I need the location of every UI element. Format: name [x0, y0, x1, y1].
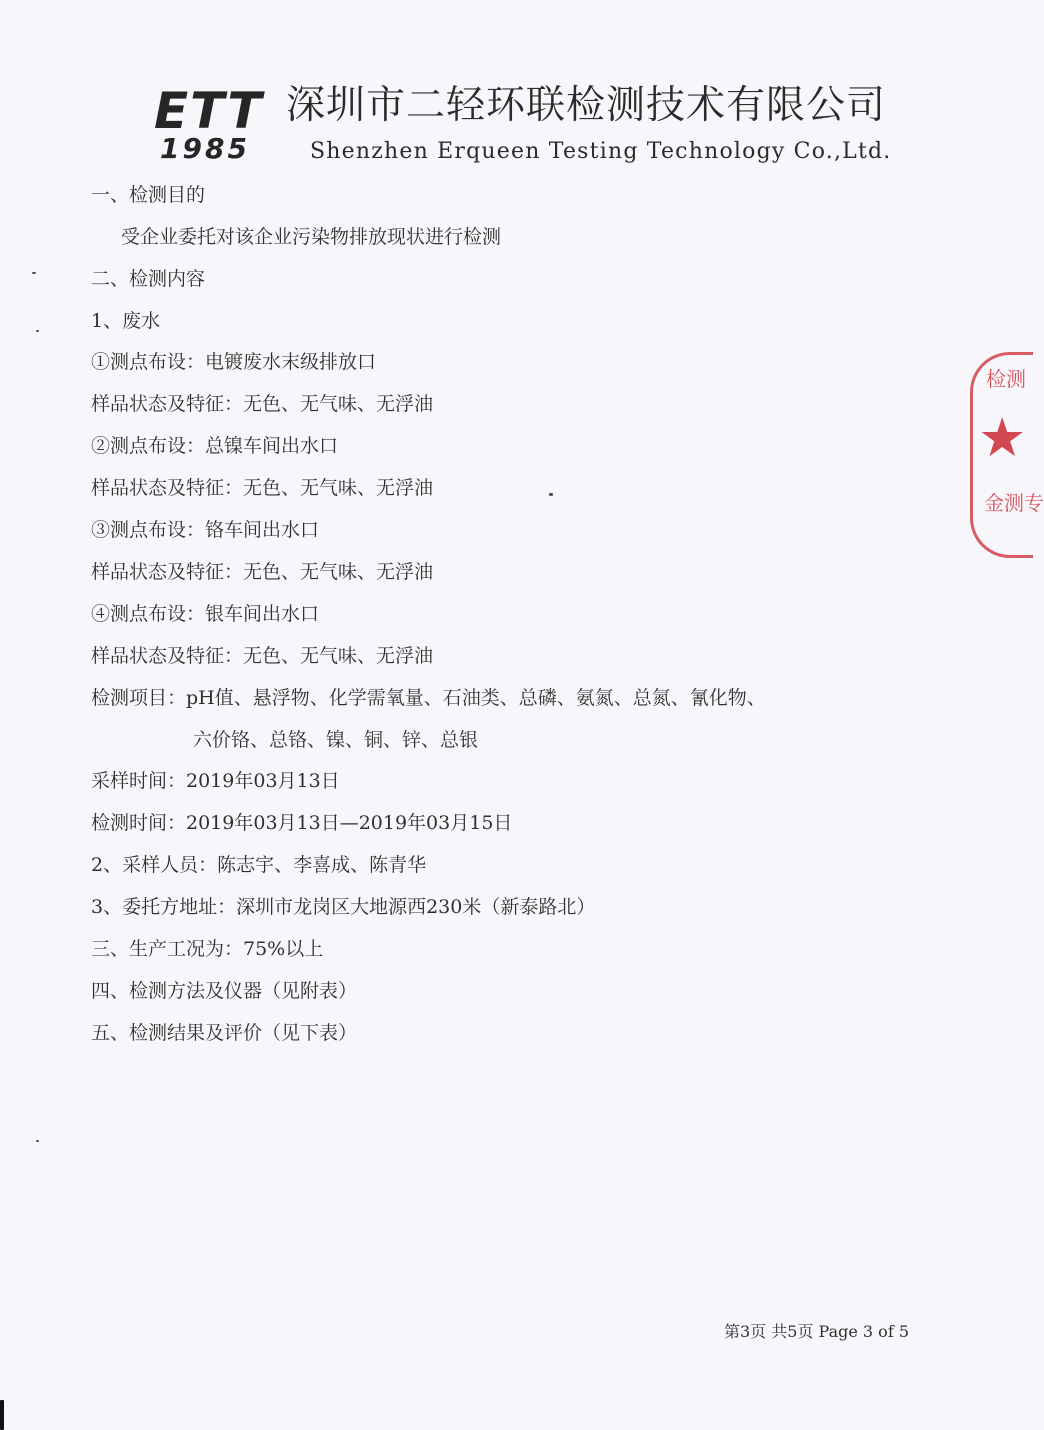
logo-year: 1985 — [160, 132, 250, 165]
test-items-line-2: 六价铬、总铬、镍、铜、锌、总银 — [193, 729, 479, 751]
point-2-state: 样品状态及特征：无色、无气味、无浮油 — [91, 477, 434, 499]
stamp-text-bottom: 金测专 — [984, 491, 1044, 515]
section-1-title: 一、检测目的 — [91, 184, 206, 206]
point-3-state: 样品状态及特征：无色、无气味、无浮油 — [91, 561, 434, 583]
company-name-cn: 深圳市二轻环联检测技术有限公司 — [286, 83, 887, 128]
section-2-title: 二、检测内容 — [91, 268, 206, 290]
testing-time: 检测时间：2019年03月13日—2019年03月15日 — [91, 812, 513, 834]
section-3: 三、生产工况为：75%以上 — [91, 938, 324, 960]
test-items-line-1: 检测项目：pH值、悬浮物、化学需氧量、石油类、总磷、氨氮、总氮、氰化物、 — [91, 687, 766, 709]
point-3-location: ③测点布设：铬车间出水口 — [91, 519, 320, 541]
point-1-state: 样品状态及特征：无色、无气味、无浮油 — [91, 393, 434, 415]
point-4-location: ④测点布设：银车间出水口 — [91, 603, 320, 625]
scan-speck — [36, 330, 39, 332]
scan-speck — [0, 1400, 4, 1430]
page-number: 第3页 共5页 Page 3 of 5 — [724, 1322, 910, 1341]
scan-speck — [36, 1140, 39, 1142]
section-4: 四、检测方法及仪器（见附表） — [91, 980, 358, 1002]
point-4-state: 样品状态及特征：无色、无气味、无浮油 — [91, 645, 434, 667]
sampling-time: 采样时间：2019年03月13日 — [91, 770, 340, 792]
wastewater-heading: 1、废水 — [91, 310, 161, 332]
company-logo — [152, 82, 270, 168]
section-5: 五、检测结果及评价（见下表） — [91, 1022, 358, 1044]
scan-speck — [549, 493, 553, 496]
scan-speck — [32, 272, 36, 274]
star-icon: ★ — [978, 406, 1027, 469]
stamp-text-top: 检测 — [986, 367, 1026, 391]
section-1-text: 受企业委托对该企业污染物排放现状进行检测 — [121, 226, 502, 248]
logo-text: ETT — [154, 82, 264, 140]
point-2-location: ②测点布设：总镍车间出水口 — [91, 435, 339, 457]
client-address: 3、委托方地址：深圳市龙岗区大地源西230米（新泰路北） — [91, 896, 596, 918]
company-name-en: Shenzhen Erqueen Testing Technology Co.,Ltd. — [310, 139, 892, 164]
point-1-location: ①测点布设：电镀废水末级排放口 — [91, 351, 377, 373]
samplers: 2、采样人员：陈志宇、李喜成、陈青华 — [91, 854, 427, 876]
